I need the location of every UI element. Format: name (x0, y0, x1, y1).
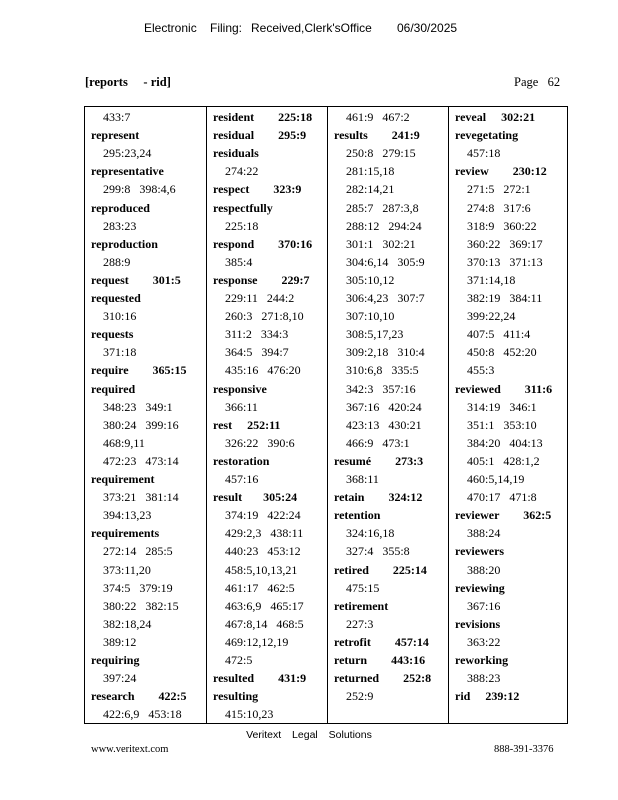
index-term: reviewers (455, 544, 505, 559)
index-reference: 475:15 (346, 580, 380, 595)
index-reference: 225:18 (225, 218, 259, 233)
index-reference: 301:1 302:21 (346, 236, 416, 251)
index-term: respectfully (213, 200, 273, 215)
index-reference: 260:3 271:8,10 (225, 309, 304, 324)
index-reference: 423:13 430:21 (346, 417, 422, 432)
index-term: rid 239:12 (455, 689, 520, 704)
index-reference: 461:17 462:5 (225, 580, 295, 595)
index-term: responsive (213, 381, 267, 396)
index-reference: 342:3 357:16 (346, 381, 416, 396)
index-reference: 373:21 381:14 (103, 490, 179, 505)
index-reference: 305:10,12 (346, 272, 395, 287)
index-reference: 469:12,12,19 (225, 634, 289, 649)
index-term: resulted 431:9 (213, 671, 307, 686)
index-reference: 295:23,24 (103, 146, 152, 161)
index-column-2 (206, 107, 327, 723)
index-term: restoration (213, 453, 270, 468)
index-term: revegetating (455, 128, 519, 143)
index-reference: 229:11 244:2 (225, 291, 295, 305)
footer-phone: 888-391-3376 (494, 744, 554, 755)
index-term: requirements (91, 526, 160, 541)
index-reference: 324:16,18 (346, 526, 395, 541)
index-reference: 384:20 404:13 (467, 435, 543, 450)
index-term: reviewed 311:6 (455, 381, 553, 396)
index-term: revisions (455, 616, 501, 631)
index-reference: 394:13,23 (103, 508, 152, 523)
index-reference: 405:1 428:1,2 (467, 453, 540, 468)
index-term: reworking (455, 653, 509, 667)
index-reference: 463:6,9 465:17 (225, 598, 304, 613)
index-term: reviewer 362:5 (455, 508, 552, 523)
index-reference: 367:16 (467, 598, 501, 613)
index-table (84, 106, 568, 724)
index-term: representative (91, 164, 164, 179)
index-reference: 304:6,14 305:9 (346, 254, 425, 269)
index-reference: 367:16 420:24 (346, 399, 422, 414)
index-reference: 422:6,9 453:18 (103, 707, 182, 722)
index-reference: 371:14,18 (467, 272, 516, 287)
footer-website: www.veritext.com (91, 744, 169, 755)
index-term: require 365:15 (91, 363, 187, 378)
index-reference: 399:22,24 (467, 309, 516, 324)
index-reference: 388:23 (467, 671, 501, 686)
index-reference: 470:17 471:8 (467, 490, 537, 505)
index-reference: 363:22 (467, 634, 501, 649)
index-reference: 285:7 287:3,8 (346, 200, 419, 215)
index-reference: 440:23 453:12 (225, 544, 301, 559)
index-term: requiring (91, 653, 140, 667)
index-reference: 388:24 (467, 526, 501, 541)
index-term: returned 252:8 (334, 671, 432, 686)
index-term: resumé 273:3 (334, 453, 424, 468)
index-reference: 227:3 (346, 616, 374, 631)
index-reference: 283:23 (103, 218, 137, 233)
index-reference: 307:10,10 (346, 309, 395, 324)
index-term: respond 370:16 (213, 236, 313, 251)
index-term: residual 295:9 (213, 128, 307, 143)
index-reference: 299:8 398:4,6 (103, 182, 176, 197)
page-number: Page 62 (514, 75, 561, 89)
index-term: residuals (213, 146, 259, 161)
index-term: result 305:24 (213, 490, 298, 505)
index-reference: 281:15,18 (346, 164, 395, 179)
index-reference: 466:9 473:1 (346, 435, 410, 450)
index-reference: 364:5 394:7 (225, 345, 289, 360)
index-column-4 (448, 107, 569, 723)
index-term: requests (91, 327, 134, 342)
index-reference: 457:16 (225, 472, 259, 486)
index-reference: 468:9,11 (103, 435, 145, 450)
index-reference: 318:9 360:22 (467, 218, 537, 233)
index-reference: 415:10,23 (225, 707, 274, 722)
index-reference: 382:19 384:11 (467, 291, 543, 305)
index-term: retrofit 457:14 (334, 634, 429, 649)
index-term: results 241:9 (334, 128, 420, 143)
index-reference: 458:5,10,13,21 (225, 562, 298, 577)
index-term: rest 252:11 (213, 417, 281, 432)
index-reference: 388:20 (467, 562, 501, 577)
index-reference: 288:9 (103, 254, 131, 269)
index-reference: 271:5 272:1 (467, 182, 531, 197)
index-reference: 310:16 (103, 309, 137, 324)
index-reference: 457:18 (467, 146, 501, 161)
index-term: reveal 302:21 (455, 110, 536, 124)
index-reference: 385:4 (225, 254, 253, 269)
index-reference: 380:22 382:15 (103, 598, 179, 613)
index-term: review 230:12 (455, 164, 547, 179)
index-reference: 274:8 317:6 (467, 200, 531, 215)
index-term: research 422:5 (91, 689, 187, 704)
index-reference: 373:11,20 (103, 562, 151, 577)
index-term: reproduction (91, 236, 158, 251)
index-reference: 326:22 390:6 (225, 435, 295, 450)
index-reference: 472:5 (225, 653, 253, 667)
index-reference: 382:18,24 (103, 616, 152, 631)
index-term: retention (334, 508, 381, 523)
index-range-header: [reports - rid] (85, 75, 171, 89)
index-term: retirement (334, 598, 389, 613)
index-reference: 274:22 (225, 164, 259, 179)
index-term: required (91, 381, 136, 396)
index-reference: 250:8 279:15 (346, 146, 416, 161)
index-term: reviewing (455, 580, 505, 595)
index-term: requirement (91, 472, 155, 486)
index-reference: 374:5 379:19 (103, 580, 173, 595)
index-term: return 443:16 (334, 653, 426, 667)
index-term: response 229:7 (213, 272, 310, 287)
index-reference: 351:1 353:10 (467, 417, 537, 432)
index-term: reproduced (91, 200, 150, 215)
filing-label-received: Received,Clerk'sOffice (251, 21, 372, 35)
index-reference: 309:2,18 310:4 (346, 345, 425, 360)
index-term: request 301:5 (91, 272, 181, 287)
index-term: respect 323:9 (213, 182, 302, 197)
index-term: retired 225:14 (334, 562, 427, 577)
index-reference: 389:12 (103, 634, 137, 649)
index-reference: 252:9 (346, 689, 374, 704)
index-reference: 311:2 334:3 (225, 327, 289, 342)
index-reference: 288:12 294:24 (346, 218, 422, 233)
index-reference: 397:24 (103, 671, 137, 686)
index-column-3 (327, 107, 448, 723)
index-reference: 433:7 (103, 110, 131, 124)
index-reference: 407:5 411:4 (467, 327, 531, 342)
index-reference: 435:16 476:20 (225, 363, 301, 378)
index-term: resulting (213, 689, 259, 704)
index-reference: 467:8,14 468:5 (225, 616, 304, 631)
index-reference: 272:14 285:5 (103, 544, 173, 559)
index-reference: 370:13 371:13 (467, 254, 543, 269)
footer-company: Veritext Legal Solutions (246, 729, 372, 741)
index-reference: 314:19 346:1 (467, 399, 537, 414)
filing-label-filing: Filing: (210, 21, 243, 35)
index-reference: 472:23 473:14 (103, 453, 179, 468)
index-reference: 282:14,21 (346, 182, 395, 197)
index-reference: 366:11 (225, 399, 258, 414)
index-column-1 (85, 107, 206, 723)
index-reference: 348:23 349:1 (103, 399, 173, 414)
index-reference: 368:11 (346, 472, 379, 486)
index-reference: 327:4 355:8 (346, 544, 410, 559)
index-term: resident 225:18 (213, 110, 313, 124)
index-reference: 360:22 369:17 (467, 236, 543, 251)
index-term: requested (91, 291, 141, 305)
filing-label-electronic: Electronic (144, 21, 197, 35)
index-reference: 306:4,23 307:7 (346, 291, 425, 305)
index-reference: 460:5,14,19 (467, 472, 525, 486)
index-reference: 374:19 422:24 (225, 508, 301, 523)
index-reference: 455:3 (467, 363, 495, 378)
index-term: retain 324:12 (334, 490, 423, 505)
index-reference: 371:18 (103, 345, 137, 360)
index-reference: 308:5,17,23 (346, 327, 404, 342)
index-reference: 461:9 467:2 (346, 110, 410, 124)
filing-date: 06/30/2025 (397, 21, 458, 35)
index-reference: 380:24 399:16 (103, 417, 179, 432)
index-reference: 429:2,3 438:11 (225, 526, 304, 541)
index-reference: 310:6,8 335:5 (346, 363, 419, 378)
index-reference: 450:8 452:20 (467, 345, 537, 360)
index-term: represent (91, 128, 140, 143)
